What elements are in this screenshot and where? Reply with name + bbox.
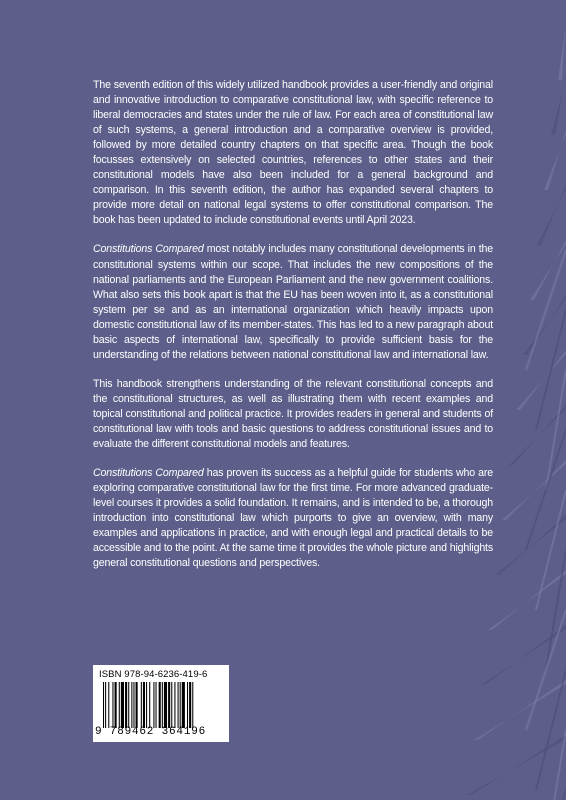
stripe-line: [481, 625, 566, 685]
barcode-bar: [149, 682, 150, 728]
isbn-label: ISBN 978-94-6236-419-6: [99, 669, 208, 680]
barcode-bar: [125, 682, 127, 728]
barcode-bar: [112, 682, 113, 728]
blurb-paragraph-1: The seventh edition of this widely utilized handbook provides a user-friendly and original and innovative introduction to comparative constitutional law, with specific reference to liberal democracies and states under the rule of law. For each area of constitutional law of such systems, a general introduction and a comparative overview is provided, followed by more detailed country chapters on that specific area. Though the book focusses extensively on selected countries, references to other states and their constitutional models have also been included for a general background and comparison. In this seventh edition, the author has expanded several chapters to provide more detail on national legal systems to offer constitutional comparison. The book has been updated to include constitutional events until April 2023.: [93, 79, 493, 227]
stripe-line: [526, 790, 566, 800]
stripe-line: [502, 460, 566, 520]
barcode-bar: [131, 682, 132, 728]
barcode-bar: [156, 682, 157, 728]
blurb-paragraph-2-text: most notably includes many constitutional developments in the constitutional systems within our scope. That includes the new compositions of the national parliaments and the European Parliament and the new government coalitions. What also sets this book apart is that the EU has been woven into it, as a constitutional system per se and as an international organization which heavily impacts upon domestic constitutional law of its member-states. This has led to a new paragraph about basic aspects of international law, specifically to provide sufficient basis for the understanding of the relations between national constitutional law and international law.: [93, 243, 493, 361]
barcode-bar: [119, 682, 120, 728]
blurb-paragraph-2: [93, 242, 493, 362]
ean-digits: 9 789462 364196: [95, 726, 207, 738]
stripe-line: [546, 550, 566, 670]
barcode-bar: [192, 682, 193, 728]
stripe-line: [516, 350, 566, 410]
barcode-bar: [153, 682, 154, 728]
stripe-line: [467, 735, 566, 795]
barcode-bar: [133, 682, 134, 728]
stripe-line: [537, 185, 566, 245]
barcode-bar: [121, 682, 124, 728]
stripe-line: [526, 250, 566, 370]
stripe-line: [523, 295, 566, 355]
decorative-stripe-pattern: [466, 0, 566, 800]
isbn-barcode-box: [93, 665, 229, 742]
book-title-italic: Constitutions Compared: [93, 243, 204, 256]
barcode-bar: [141, 682, 142, 728]
blurb-paragraph-4: [93, 466, 493, 571]
barcode-bar: [171, 682, 172, 728]
barcode-bar: [108, 682, 109, 728]
barcode-bar: [103, 682, 104, 728]
stripe-line: [558, 20, 566, 80]
barcode-bar: [146, 682, 147, 728]
barcode-bars: [103, 682, 221, 728]
barcode-bar: [182, 682, 185, 728]
barcode-bar: [189, 682, 191, 728]
barcode-bar: [105, 682, 106, 728]
stripe-line: [526, 430, 566, 550]
blurb-paragraph-3: This handbook strengthens understanding of the relevant constitutional concepts and the constitutional structures, as well as illustrating them with recent examples and topical constitutional and political practice. It provides readers in general and students of constitutional law with tools and basic questions to address constitutional issues and to evaluate the different constitutional models and features.: [93, 377, 493, 451]
back-cover-blurb: [93, 78, 493, 585]
barcode-bar: [136, 682, 138, 728]
book-title-italic: Constitutions Compared: [93, 467, 204, 480]
barcode-bar: [115, 682, 117, 728]
barcode-bar: [168, 682, 170, 728]
blurb-paragraph-4-text: has proven its success as a helpful guide for students who are exploring comparative constitutional law for the first time. For more advanced graduate-level courses it provides a solid foundation. It remains, and is intended to be, a thorough introduction into constitutional law which purports to give an overview, with many examples and applications in practice, and with enough legal and practical details to be accessible and to the point. At the same time it provides the whole picture and highlights general constitutional questions and perspectives.: [93, 467, 493, 570]
barcode-bar: [164, 682, 167, 728]
stripe-line: [551, 75, 566, 135]
stripe-line: [530, 240, 566, 300]
barcode-bar: [143, 682, 145, 728]
stripe-line: [474, 680, 566, 740]
barcode-bar: [128, 682, 129, 728]
barcode-bar: [180, 682, 181, 728]
stripe-line: [495, 515, 566, 575]
barcode-bar: [159, 682, 161, 728]
stripe-line: [544, 130, 566, 190]
barcode-bar: [187, 682, 188, 728]
barcode-bar: [162, 682, 163, 728]
barcode-bar: [174, 682, 175, 728]
barcode-bar: [178, 682, 179, 728]
stripe-line: [526, 610, 566, 730]
